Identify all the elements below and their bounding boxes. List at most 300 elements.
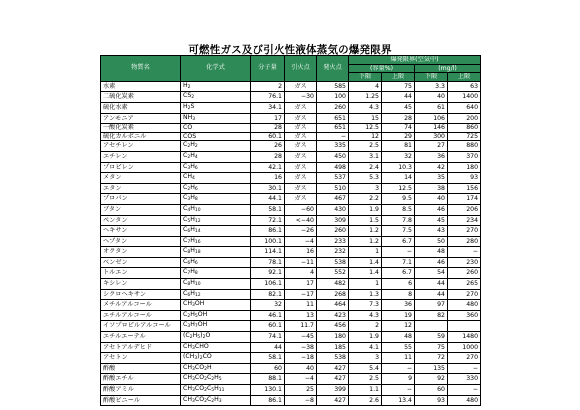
table-row [101,92,481,103]
ignition-point: 268 [317,289,349,300]
vol-upper-limit: 44 [382,92,415,103]
table-row [101,102,481,113]
table-row [101,141,481,152]
substance-name: ヘキサン [101,226,181,237]
mass-lower-limit: 82 [415,310,448,321]
ignition-point: 399 [317,385,349,396]
substance-name: エチルエーテル [101,332,181,343]
mass-upper-limit: 270 [448,226,481,237]
chemical-formula: CH3CO2H [181,363,251,374]
flash-point: −60 [285,204,317,215]
substance-name: ブタン [101,204,181,215]
flash-point: <−40 [285,215,317,226]
flash-point: ガス [285,124,317,133]
flash-point: ガス [285,151,317,162]
flash-point: 11 [285,300,317,311]
chemical-formula: C7H16 [181,236,251,247]
table-row [101,113,481,124]
molecular-weight: 46.1 [251,310,285,321]
vol-lower-limit: 1 [349,247,382,258]
molecular-weight: 114.1 [251,247,285,258]
flash-point: ガス [285,81,317,92]
ignition-point: 510 [317,183,349,194]
mass-lower-limit: 43 [415,226,448,237]
vol-upper-limit: 7.8 [382,215,415,226]
flash-point: −4 [285,374,317,385]
substance-name: アセトン [101,353,181,364]
vol-upper-limit: 6.7 [382,236,415,247]
mass-upper-limit: 370 [448,151,481,162]
vol-upper-limit: 29 [382,132,415,141]
vol-lower-limit: 1.3 [349,289,382,300]
vol-upper-limit: 11 [382,353,415,364]
chemical-formula: CO [181,124,251,133]
ignition-point: 309 [317,215,349,226]
ignition-point: 456 [317,321,349,332]
molecular-weight: 26 [251,141,285,152]
mass-upper-limit: − [448,363,481,374]
table-row [101,162,481,173]
vol-lower-limit: 5.4 [349,363,382,374]
ignition-point: 100 [317,92,349,103]
vol-lower-limit: 2.2 [349,194,382,205]
flash-point: 40 [285,363,317,374]
table-row [101,204,481,215]
mass-lower-limit: 44 [415,289,448,300]
mass-lower-limit: 40 [415,194,448,205]
mass-lower-limit: 44 [415,279,448,290]
substance-name: 硫化カルボニル [101,132,181,141]
chemical-formula: C3H8 [181,194,251,205]
molecular-weight: 82.1 [251,289,285,300]
mass-upper-limit: 880 [448,141,481,152]
vol-lower-limit: 4.3 [349,310,382,321]
header-vol-upper: 上限 [382,73,415,82]
mass-upper-limit: − [448,247,481,258]
vol-lower-limit: 1.2 [349,226,382,237]
substance-name: メタン [101,173,181,184]
ignition-point: 450 [317,151,349,162]
ignition-point: 427 [317,395,349,406]
ignition-point: 467 [317,194,349,205]
chemical-formula: C8H18 [181,247,251,258]
molecular-weight: 86.1 [251,226,285,237]
flash-point: 11.7 [285,321,317,332]
mass-upper-limit: 860 [448,124,481,133]
molecular-weight: 32 [251,300,285,311]
ignition-point: 185 [317,342,349,353]
vol-lower-limit: 1.4 [349,257,382,268]
chemical-formula: COS [181,132,251,141]
table-row [101,374,481,385]
mass-upper-limit [448,321,481,332]
flash-point: −38 [285,342,317,353]
molecular-weight: 17 [251,113,285,124]
vol-lower-limit: 1.2 [349,236,382,247]
vol-lower-limit: 1.1 [349,385,382,396]
vol-upper-limit: 12 [382,321,415,332]
substance-name: 硫化水素 [101,102,181,113]
mass-upper-limit: 280 [448,236,481,247]
vol-upper-limit: − [382,385,415,396]
vol-lower-limit: 3.1 [349,151,382,162]
substance-name: エチレン [101,151,181,162]
ignition-point: 482 [317,279,349,290]
mass-lower-limit: 27 [415,141,448,152]
header-name: 物質名 [101,56,181,82]
ignition-point: 430 [317,204,349,215]
flash-point: ガス [285,132,317,141]
vol-upper-limit: 74 [382,124,415,133]
mass-lower-limit: 106 [415,113,448,124]
mass-upper-limit: 270 [448,289,481,300]
chemical-formula: C2H6 [181,183,251,194]
explosion-limits-table [100,55,481,406]
table-row [101,289,481,300]
table-row [101,257,481,268]
flash-point: −30 [285,92,317,103]
molecular-weight: 60.1 [251,132,285,141]
vol-lower-limit: 1.5 [349,215,382,226]
vol-upper-limit: 14 [382,173,415,184]
header-explosion-limit-group: 爆発限界(空気中) [349,56,481,65]
mass-upper-limit: 270 [448,353,481,364]
table-row [101,215,481,226]
molecular-weight: 60.1 [251,321,285,332]
vol-upper-limit: 75 [382,81,415,92]
mass-upper-limit: 206 [448,204,481,215]
table-row [101,268,481,279]
mass-lower-limit [415,321,448,332]
vol-lower-limit: 3 [349,183,382,194]
molecular-weight: 16 [251,173,285,184]
molecular-weight: 74.1 [251,332,285,343]
vol-lower-limit: 1.9 [349,332,382,343]
substance-name: 一酸化炭素 [101,124,181,133]
substance-name: 酢酸ビニール [101,395,181,406]
header-mg-per-l: (mg/l) [415,64,481,73]
vol-lower-limit: 12.5 [349,124,382,133]
vol-upper-limit: 12.5 [382,183,415,194]
molecular-weight: 34.1 [251,102,285,113]
vol-upper-limit: 6 [382,279,415,290]
vol-upper-limit: 9 [382,374,415,385]
table-row [101,279,481,290]
molecular-weight: 106.1 [251,279,285,290]
mass-upper-limit: 360 [448,310,481,321]
substance-name: オクタン [101,247,181,258]
mass-upper-limit: 260 [448,268,481,279]
table-row [101,385,481,396]
substance-name: プロピレン [101,162,181,173]
chemical-formula: NH3 [181,113,251,124]
chemical-formula: H2S [181,102,251,113]
table-row [101,342,481,353]
substance-name: アセトアルデヒド [101,342,181,353]
substance-name: エチルアルコール [101,310,181,321]
molecular-weight: 58.1 [251,353,285,364]
chemical-formula: CH3CO2C2H3 [181,395,251,406]
chemical-formula: C6H12 [181,289,251,300]
flash-point: −11 [285,257,317,268]
ignition-point: 335 [317,141,349,152]
table-row [101,353,481,364]
flash-point: ガス [285,102,317,113]
molecular-weight: 58.1 [251,204,285,215]
substance-name: シクロヘキサン [101,289,181,300]
substance-name: アンモニア [101,113,181,124]
table-row [101,332,481,343]
chemical-formula: CH3CO2C2H5 [181,374,251,385]
vol-upper-limit: 8 [382,289,415,300]
table-row [101,226,481,237]
mass-lower-limit: 48 [415,247,448,258]
molecular-weight: 92.1 [251,268,285,279]
table-row [101,310,481,321]
molecular-weight: 76.1 [251,92,285,103]
vol-upper-limit: 36 [382,300,415,311]
mass-lower-limit: 97 [415,300,448,311]
table-row [101,247,481,258]
flash-point: −8 [285,395,317,406]
page-title: 可燃性ガス及び引火性液体蒸気の爆発限界 [188,44,392,56]
vol-upper-limit: 6.7 [382,268,415,279]
substance-name: ベンゼン [101,257,181,268]
ignition-point: − [317,132,349,141]
ignition-point: 464 [317,300,349,311]
molecular-weight: 44.1 [251,194,285,205]
header-mass-lower: 下限 [415,73,448,82]
mass-upper-limit: 480 [448,300,481,311]
flash-point: ガス [285,194,317,205]
ignition-point: 232 [317,247,349,258]
molecular-weight: 30.1 [251,183,285,194]
chemical-formula: C2H2 [181,141,251,152]
mass-upper-limit: 1000 [448,342,481,353]
flash-point: −17 [285,289,317,300]
substance-name: 二硫化炭素 [101,92,181,103]
mass-upper-limit: 180 [448,162,481,173]
mass-upper-limit: 640 [448,102,481,113]
vol-upper-limit: 8.5 [382,204,415,215]
vol-lower-limit: 12 [349,132,382,141]
table-row [101,300,481,311]
vol-lower-limit: 4.1 [349,342,382,353]
mass-lower-limit: 146 [415,124,448,133]
flash-point: 13 [285,310,317,321]
mass-lower-limit: 45 [415,215,448,226]
table-body [101,81,481,405]
chemical-formula: CS2 [181,92,251,103]
mass-lower-limit: 61 [415,102,448,113]
molecular-weight: 78.1 [251,257,285,268]
substance-name: ペンタン [101,215,181,226]
header-molecular-weight: 分子量 [251,56,285,82]
mass-lower-limit: 60 [415,385,448,396]
vol-upper-limit: − [382,247,415,258]
ignition-point: 180 [317,332,349,343]
vol-lower-limit: 1.25 [349,92,382,103]
mass-upper-limit: 174 [448,194,481,205]
ignition-point: 651 [317,113,349,124]
mass-lower-limit: 40 [415,92,448,103]
vol-lower-limit: 5.3 [349,173,382,184]
chemical-formula: C7H8 [181,268,251,279]
molecular-weight: 2 [251,81,285,92]
vol-lower-limit: 1.4 [349,268,382,279]
table-row [101,194,481,205]
vol-upper-limit: 9.5 [382,194,415,205]
mass-upper-limit: 93 [448,173,481,184]
vol-lower-limit: 15 [349,113,382,124]
vol-upper-limit: 7.5 [382,226,415,237]
mass-upper-limit: 63 [448,81,481,92]
table-row [101,236,481,247]
header-vol-lower: 下限 [349,73,382,82]
substance-name: プロパン [101,194,181,205]
mass-lower-limit: 72 [415,353,448,364]
flash-point: −45 [285,332,317,343]
mass-lower-limit: 93 [415,395,448,406]
table-row [101,321,481,332]
header-formula: 化学式 [181,56,251,82]
molecular-weight: 130.1 [251,385,285,396]
substance-name: アセチレン [101,141,181,152]
vol-lower-limit: 3 [349,353,382,364]
mass-lower-limit: 36 [415,151,448,162]
mass-upper-limit: 200 [448,113,481,124]
mass-upper-limit: 156 [448,183,481,194]
header-flash-point: 引火点 [285,56,317,82]
ignition-point: 423 [317,310,349,321]
table-row [101,173,481,184]
chemical-formula: (C2H5)2O [181,332,251,343]
chemical-formula: C3H6 [181,162,251,173]
vol-upper-limit: 32 [382,151,415,162]
ignition-point: 427 [317,363,349,374]
substance-name: 酢酸 [101,363,181,374]
mass-upper-limit: 480 [448,395,481,406]
vol-upper-limit: 13.4 [382,395,415,406]
chemical-formula: C6H14 [181,226,251,237]
mass-lower-limit: 42 [415,162,448,173]
substance-name: メチルアルコール [101,300,181,311]
substance-name: ヘプタン [101,236,181,247]
chemical-formula: C2H4 [181,151,251,162]
vol-lower-limit: 2.5 [349,141,382,152]
substance-name: エタン [101,183,181,194]
mass-lower-limit: 46 [415,257,448,268]
ignition-point: 260 [317,226,349,237]
table-row [101,151,481,162]
chemical-formula: CH3CO2C5H11 [181,385,251,396]
flash-point: −4 [285,236,317,247]
molecular-weight: 100.1 [251,236,285,247]
mass-lower-limit: 300 [415,132,448,141]
mass-lower-limit: 54 [415,268,448,279]
vol-lower-limit: 7.3 [349,300,382,311]
chemical-formula: CH3CHO [181,342,251,353]
flash-point: 17 [285,279,317,290]
molecular-weight: 44 [251,342,285,353]
mass-lower-limit: 59 [415,332,448,343]
mass-upper-limit: − [448,385,481,396]
vol-lower-limit: 4.3 [349,102,382,113]
mass-upper-limit: 265 [448,279,481,290]
ignition-point: 233 [317,236,349,247]
substance-name: キシレン [101,279,181,290]
mass-upper-limit: 230 [448,257,481,268]
table-row [101,395,481,406]
table-row [101,363,481,374]
molecular-weight: 28 [251,124,285,133]
vol-lower-limit: 1.9 [349,204,382,215]
mass-upper-limit: 725 [448,132,481,141]
vol-upper-limit: 48 [382,332,415,343]
vol-lower-limit: 2.4 [349,162,382,173]
table-row [101,124,481,133]
substance-name: トルエン [101,268,181,279]
vol-lower-limit: 4 [349,81,382,92]
table-row [101,183,481,194]
chemical-formula: H2 [181,81,251,92]
mass-upper-limit: 234 [448,215,481,226]
mass-upper-limit: 330 [448,374,481,385]
chemical-formula: C2H5OH [181,310,251,321]
chemical-formula: CH4 [181,173,251,184]
vol-lower-limit: 1 [349,279,382,290]
ignition-point: 260 [317,102,349,113]
flash-point: ガス [285,113,317,124]
flash-point: 4 [285,268,317,279]
flash-point: 16 [285,247,317,258]
mass-lower-limit: 46 [415,204,448,215]
vol-upper-limit: 55 [382,342,415,353]
chemical-formula: (CH3)2CO [181,353,251,364]
chemical-formula: C6H6 [181,257,251,268]
flash-point: ガス [285,141,317,152]
vol-lower-limit: 2.6 [349,395,382,406]
flash-point: −26 [285,226,317,237]
substance-name: 水素 [101,81,181,92]
substance-name: 酢酸エチル [101,374,181,385]
mass-lower-limit: 92 [415,374,448,385]
header-mass-upper: 上限 [448,73,481,82]
ignition-point: 651 [317,124,349,133]
ignition-point: 427 [317,374,349,385]
chemical-formula: CH3OH [181,300,251,311]
chemical-formula: C8H10 [181,279,251,290]
vol-lower-limit: 2.5 [349,374,382,385]
ignition-point: 585 [317,81,349,92]
molecular-weight: 86.1 [251,395,285,406]
flash-point: ガス [285,173,317,184]
ignition-point: 537 [317,173,349,184]
ignition-point: 538 [317,353,349,364]
header-ignition-point: 発火点 [317,56,349,82]
vol-upper-limit: 19 [382,310,415,321]
vol-upper-limit: 45 [382,102,415,113]
vol-upper-limit: 81 [382,141,415,152]
mass-lower-limit: 75 [415,342,448,353]
chemical-formula: C4H10 [181,204,251,215]
chemical-formula: C3H7OH [181,321,251,332]
mass-lower-limit: 135 [415,363,448,374]
mass-lower-limit: 38 [415,183,448,194]
ignition-point: 552 [317,268,349,279]
table-row [101,81,481,92]
molecular-weight: 60 [251,363,285,374]
